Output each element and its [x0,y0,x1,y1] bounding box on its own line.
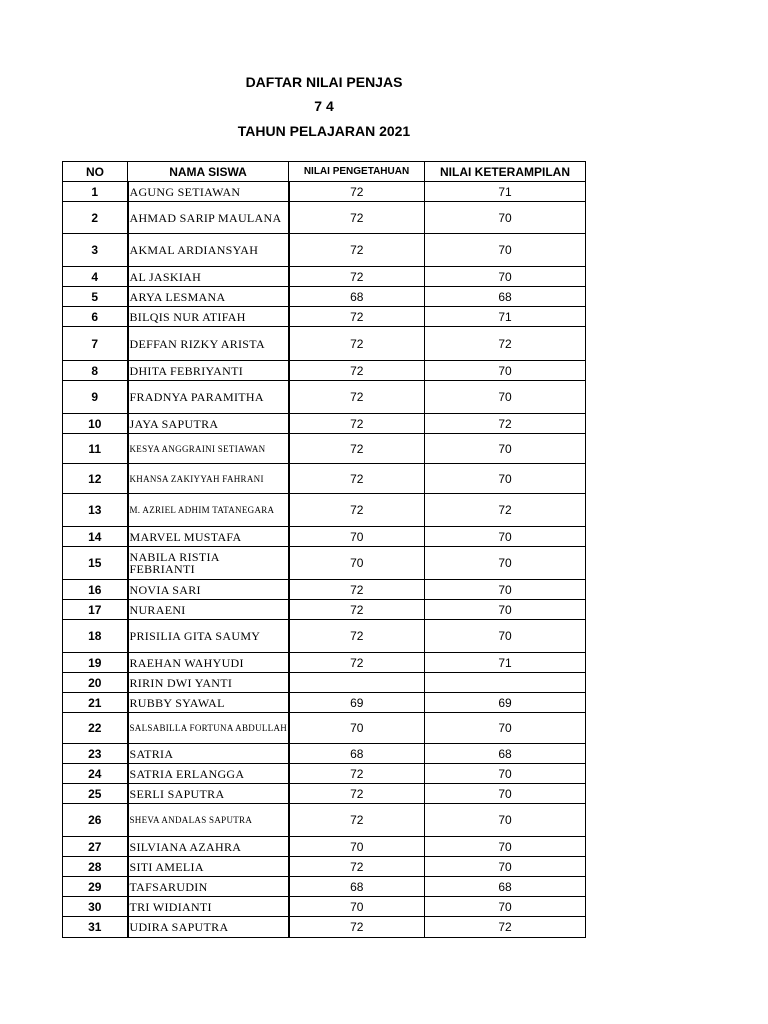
knowledge-score: 72 [289,202,425,234]
knowledge-score: 72 [289,764,425,784]
student-name: SHEVA ANDALAS SAPUTRA [128,804,289,837]
skill-score: 70 [425,713,586,744]
student-number: 3 [63,234,128,267]
student-number: 29 [63,877,128,897]
skill-score: 70 [425,202,586,234]
table-row [63,804,586,837]
table-row [63,917,586,938]
table-row [63,837,586,857]
table-row [63,877,586,897]
skill-score: 70 [425,234,586,267]
student-name: AHMAD SARIP MAULANA [128,202,289,234]
student-number: 4 [63,267,128,287]
knowledge-score: 68 [289,744,425,764]
student-number: 9 [63,381,128,414]
class-label: 7 4 [314,98,334,114]
knowledge-score: 72 [289,434,425,464]
knowledge-score: 70 [289,547,425,580]
student-number: 14 [63,527,128,547]
knowledge-score: 72 [289,653,425,673]
document-title: DAFTAR NILAI PENJAS [245,74,403,90]
skill-score: 70 [425,381,586,414]
table-header-row [63,162,586,182]
skill-score: 70 [425,267,586,287]
student-number: 10 [63,414,128,434]
student-number: 6 [63,307,128,327]
knowledge-score: 70 [289,897,425,917]
knowledge-score: 72 [289,917,425,938]
skill-score: 70 [425,464,586,494]
student-name: SALSABILLA FORTUNA ABDULLAH [128,713,289,744]
knowledge-score: 72 [289,327,425,361]
student-number: 31 [63,917,128,938]
knowledge-score: 70 [289,527,425,547]
skill-score [425,673,586,693]
student-number: 18 [63,620,128,653]
knowledge-score: 72 [289,361,425,381]
table-row [63,234,586,267]
student-name: AKMAL ARDIANSYAH [128,234,289,267]
student-number: 23 [63,744,128,764]
skill-score: 70 [425,857,586,877]
student-name: SERLI SAPUTRA [128,784,289,804]
header-name: NAMA SISWA [128,162,289,182]
student-name: FRADNYA PARAMITHA [128,381,289,414]
student-number: 20 [63,673,128,693]
knowledge-score: 68 [289,877,425,897]
student-number: 1 [63,182,128,202]
table-row [63,361,586,381]
skill-score: 70 [425,361,586,381]
student-number: 17 [63,600,128,620]
student-name: NOVIA SARI [128,580,289,600]
skill-score: 70 [425,620,586,653]
table-row [63,600,586,620]
student-name: SATRIA [128,744,289,764]
student-number: 7 [63,327,128,361]
student-number: 12 [63,464,128,494]
student-number: 2 [63,202,128,234]
table-row [63,267,586,287]
skill-score: 70 [425,804,586,837]
grades-table [62,161,586,938]
table-row [63,182,586,202]
skill-score: 70 [425,764,586,784]
skill-score: 72 [425,917,586,938]
student-number: 16 [63,580,128,600]
knowledge-score: 70 [289,837,425,857]
table-body [63,182,586,938]
student-name: M. AZRIEL ADHIM TATANEGARA [128,494,289,527]
knowledge-score: 72 [289,804,425,837]
student-number: 28 [63,857,128,877]
knowledge-score: 70 [289,713,425,744]
student-name: BILQIS NUR ATIFAH [128,307,289,327]
student-name: SATRIA ERLANGGA [128,764,289,784]
skill-score: 72 [425,414,586,434]
table-row [63,764,586,784]
table-row [63,620,586,653]
skill-score: 70 [425,784,586,804]
table-row [63,202,586,234]
table-row [63,464,586,494]
student-name: PRISILIA GITA SAUMY [128,620,289,653]
table-row [63,327,586,361]
student-name: DHITA FEBRIYANTI [128,361,289,381]
table-row [63,307,586,327]
skill-score: 71 [425,653,586,673]
student-name: MARVEL MUSTAFA [128,527,289,547]
student-name: AGUNG SETIAWAN [128,182,289,202]
table-row [63,857,586,877]
table-row [63,744,586,764]
table-row [63,494,586,527]
knowledge-score: 72 [289,600,425,620]
knowledge-score: 72 [289,857,425,877]
skill-score: 70 [425,600,586,620]
student-number: 22 [63,713,128,744]
knowledge-score: 72 [289,381,425,414]
knowledge-score: 72 [289,267,425,287]
skill-score: 68 [425,744,586,764]
student-name: DEFFAN RIZKY ARISTA [128,327,289,361]
knowledge-score [289,673,425,693]
student-name: KHANSA ZAKIYYAH FAHRANI [128,464,289,494]
header-pengetahuan: NILAI PENGETAHUAN [289,162,425,182]
knowledge-score: 72 [289,784,425,804]
knowledge-score: 72 [289,494,425,527]
student-number: 24 [63,764,128,784]
table-row [63,414,586,434]
skill-score: 71 [425,307,586,327]
student-name: AL JASKIAH [128,267,289,287]
student-name: RIRIN DWI YANTI [128,673,289,693]
knowledge-score: 72 [289,580,425,600]
header-no: NO [63,162,128,182]
knowledge-score: 72 [289,414,425,434]
table-row [63,381,586,414]
skill-score: 70 [425,837,586,857]
student-number: 13 [63,494,128,527]
academic-year: TAHUN PELAJARAN 2021 [237,123,411,139]
student-number: 25 [63,784,128,804]
skill-score: 70 [425,580,586,600]
student-name: NURAENI [128,600,289,620]
table-row [63,673,586,693]
knowledge-score: 72 [289,182,425,202]
student-name: KESYA ANGGRAINI SETIAWAN [128,434,289,464]
skill-score: 69 [425,693,586,713]
knowledge-score: 72 [289,307,425,327]
skill-score: 68 [425,877,586,897]
knowledge-score: 72 [289,464,425,494]
student-name: SILVIANA AZAHRA [128,837,289,857]
table-row [63,287,586,307]
skill-score: 72 [425,494,586,527]
knowledge-score: 69 [289,693,425,713]
table-row [63,784,586,804]
student-number: 21 [63,693,128,713]
table-row [63,434,586,464]
student-number: 30 [63,897,128,917]
knowledge-score: 72 [289,234,425,267]
skill-score: 70 [425,434,586,464]
skill-score: 72 [425,327,586,361]
student-name: SITI AMELIA [128,857,289,877]
student-number: 27 [63,837,128,857]
table-row [63,580,586,600]
student-name: NABILA RISTIA FEBRIANTI [128,547,289,580]
student-number: 19 [63,653,128,673]
student-name: RUBBY SYAWAL [128,693,289,713]
header-keterampilan: NILAI KETERAMPILAN [425,162,586,182]
knowledge-score: 68 [289,287,425,307]
skill-score: 68 [425,287,586,307]
student-name: JAYA SAPUTRA [128,414,289,434]
student-number: 11 [63,434,128,464]
table-row [63,527,586,547]
student-name: RAEHAN WAHYUDI [128,653,289,673]
skill-score: 71 [425,182,586,202]
table-row [63,713,586,744]
student-name: ARYA LESMANA [128,287,289,307]
table-row [63,897,586,917]
student-number: 15 [63,547,128,580]
student-number: 26 [63,804,128,837]
skill-score: 70 [425,547,586,580]
student-number: 5 [63,287,128,307]
student-name: UDIRA SAPUTRA [128,917,289,938]
skill-score: 70 [425,527,586,547]
skill-score: 70 [425,897,586,917]
table-row [63,653,586,673]
knowledge-score: 72 [289,620,425,653]
table-row [63,693,586,713]
student-name: TRI WIDIANTI [128,897,289,917]
student-name: TAFSARUDIN [128,877,289,897]
table-row [63,547,586,580]
student-number: 8 [63,361,128,381]
